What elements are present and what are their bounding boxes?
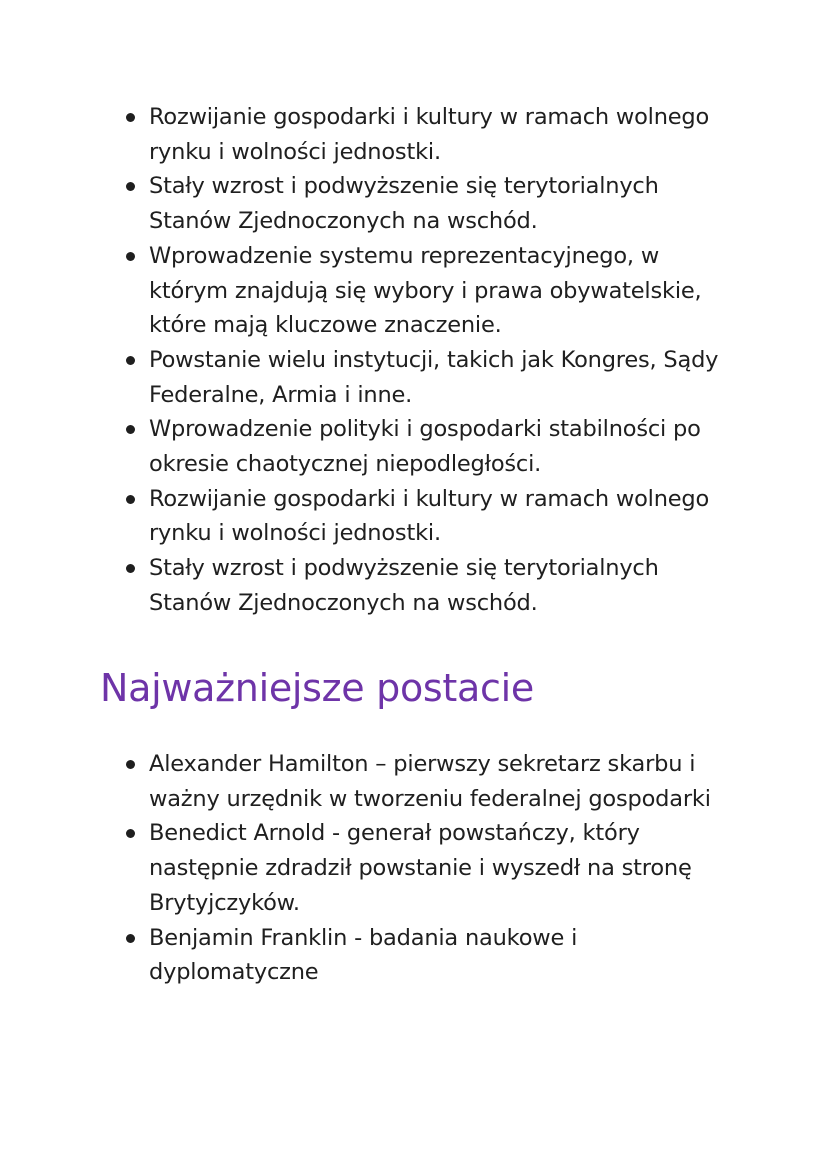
list-item-text: Stały wzrost i podwyższenie się terytorialnych Stanów Zjednoczonych na wschód. [149, 555, 659, 616]
bullet-icon [126, 425, 135, 434]
list-item [124, 169, 744, 238]
list-item-text: Benedict Arnold - generał powstańczy, który następnie zdradził powstanie i wyszedł na stronę Brytyjczyków. [149, 820, 692, 916]
list-item-text: Wprowadzenie polityki i gospodarki stabilności po okresie chaotycznej niepodległości. [149, 416, 701, 478]
list-item-text: Wprowadzenie systemu reprezentacyjnego, w którym znajdują się wybory i prawa obywatelskie, które mają kluczowe znaczenie. [149, 242, 702, 339]
bullet-icon [126, 760, 135, 769]
achievements-list [124, 100, 744, 621]
list-item-text: Benjamin Franklin - badania naukowe i dyplomatyczne [149, 924, 578, 986]
list-item [124, 100, 744, 169]
list-item [124, 921, 744, 990]
list-item-text: Rozwijanie gospodarki i kultury w ramach wolnego rynku i wolności jednostki. [149, 485, 710, 547]
list-item [124, 482, 744, 551]
bullet-icon [126, 495, 135, 504]
list-item-text: Powstanie wielu instytucji, takich jak Kongres, Sądy Federalne, Armia i inne. [149, 346, 719, 408]
list-item [124, 239, 744, 343]
list-item-text: Rozwijanie gospodarki i kultury w ramach wolnego rynku i wolności jednostki. [149, 104, 710, 165]
key-figures-list [124, 747, 744, 990]
bullet-icon [126, 934, 135, 943]
list-item [124, 747, 744, 816]
bullet-icon [126, 252, 135, 261]
list-item-text: Stały wzrost i podwyższenie się terytorialnych Stanów Zjednoczonych na wschód. [149, 173, 659, 235]
list-item-text: Alexander Hamilton – pierwszy sekretarz skarbu i ważny urzędnik w tworzeniu federalnej gospodarki [149, 751, 711, 812]
list-item [124, 412, 744, 481]
list-item [124, 551, 744, 620]
section-heading: Najważniejsze postacie [100, 666, 534, 710]
bullet-icon [126, 829, 135, 838]
bullet-icon [126, 564, 135, 573]
bullet-icon [126, 356, 135, 365]
list-item [124, 816, 744, 920]
list-item [124, 343, 744, 412]
bullet-icon [126, 182, 135, 191]
bullet-icon [126, 113, 135, 122]
